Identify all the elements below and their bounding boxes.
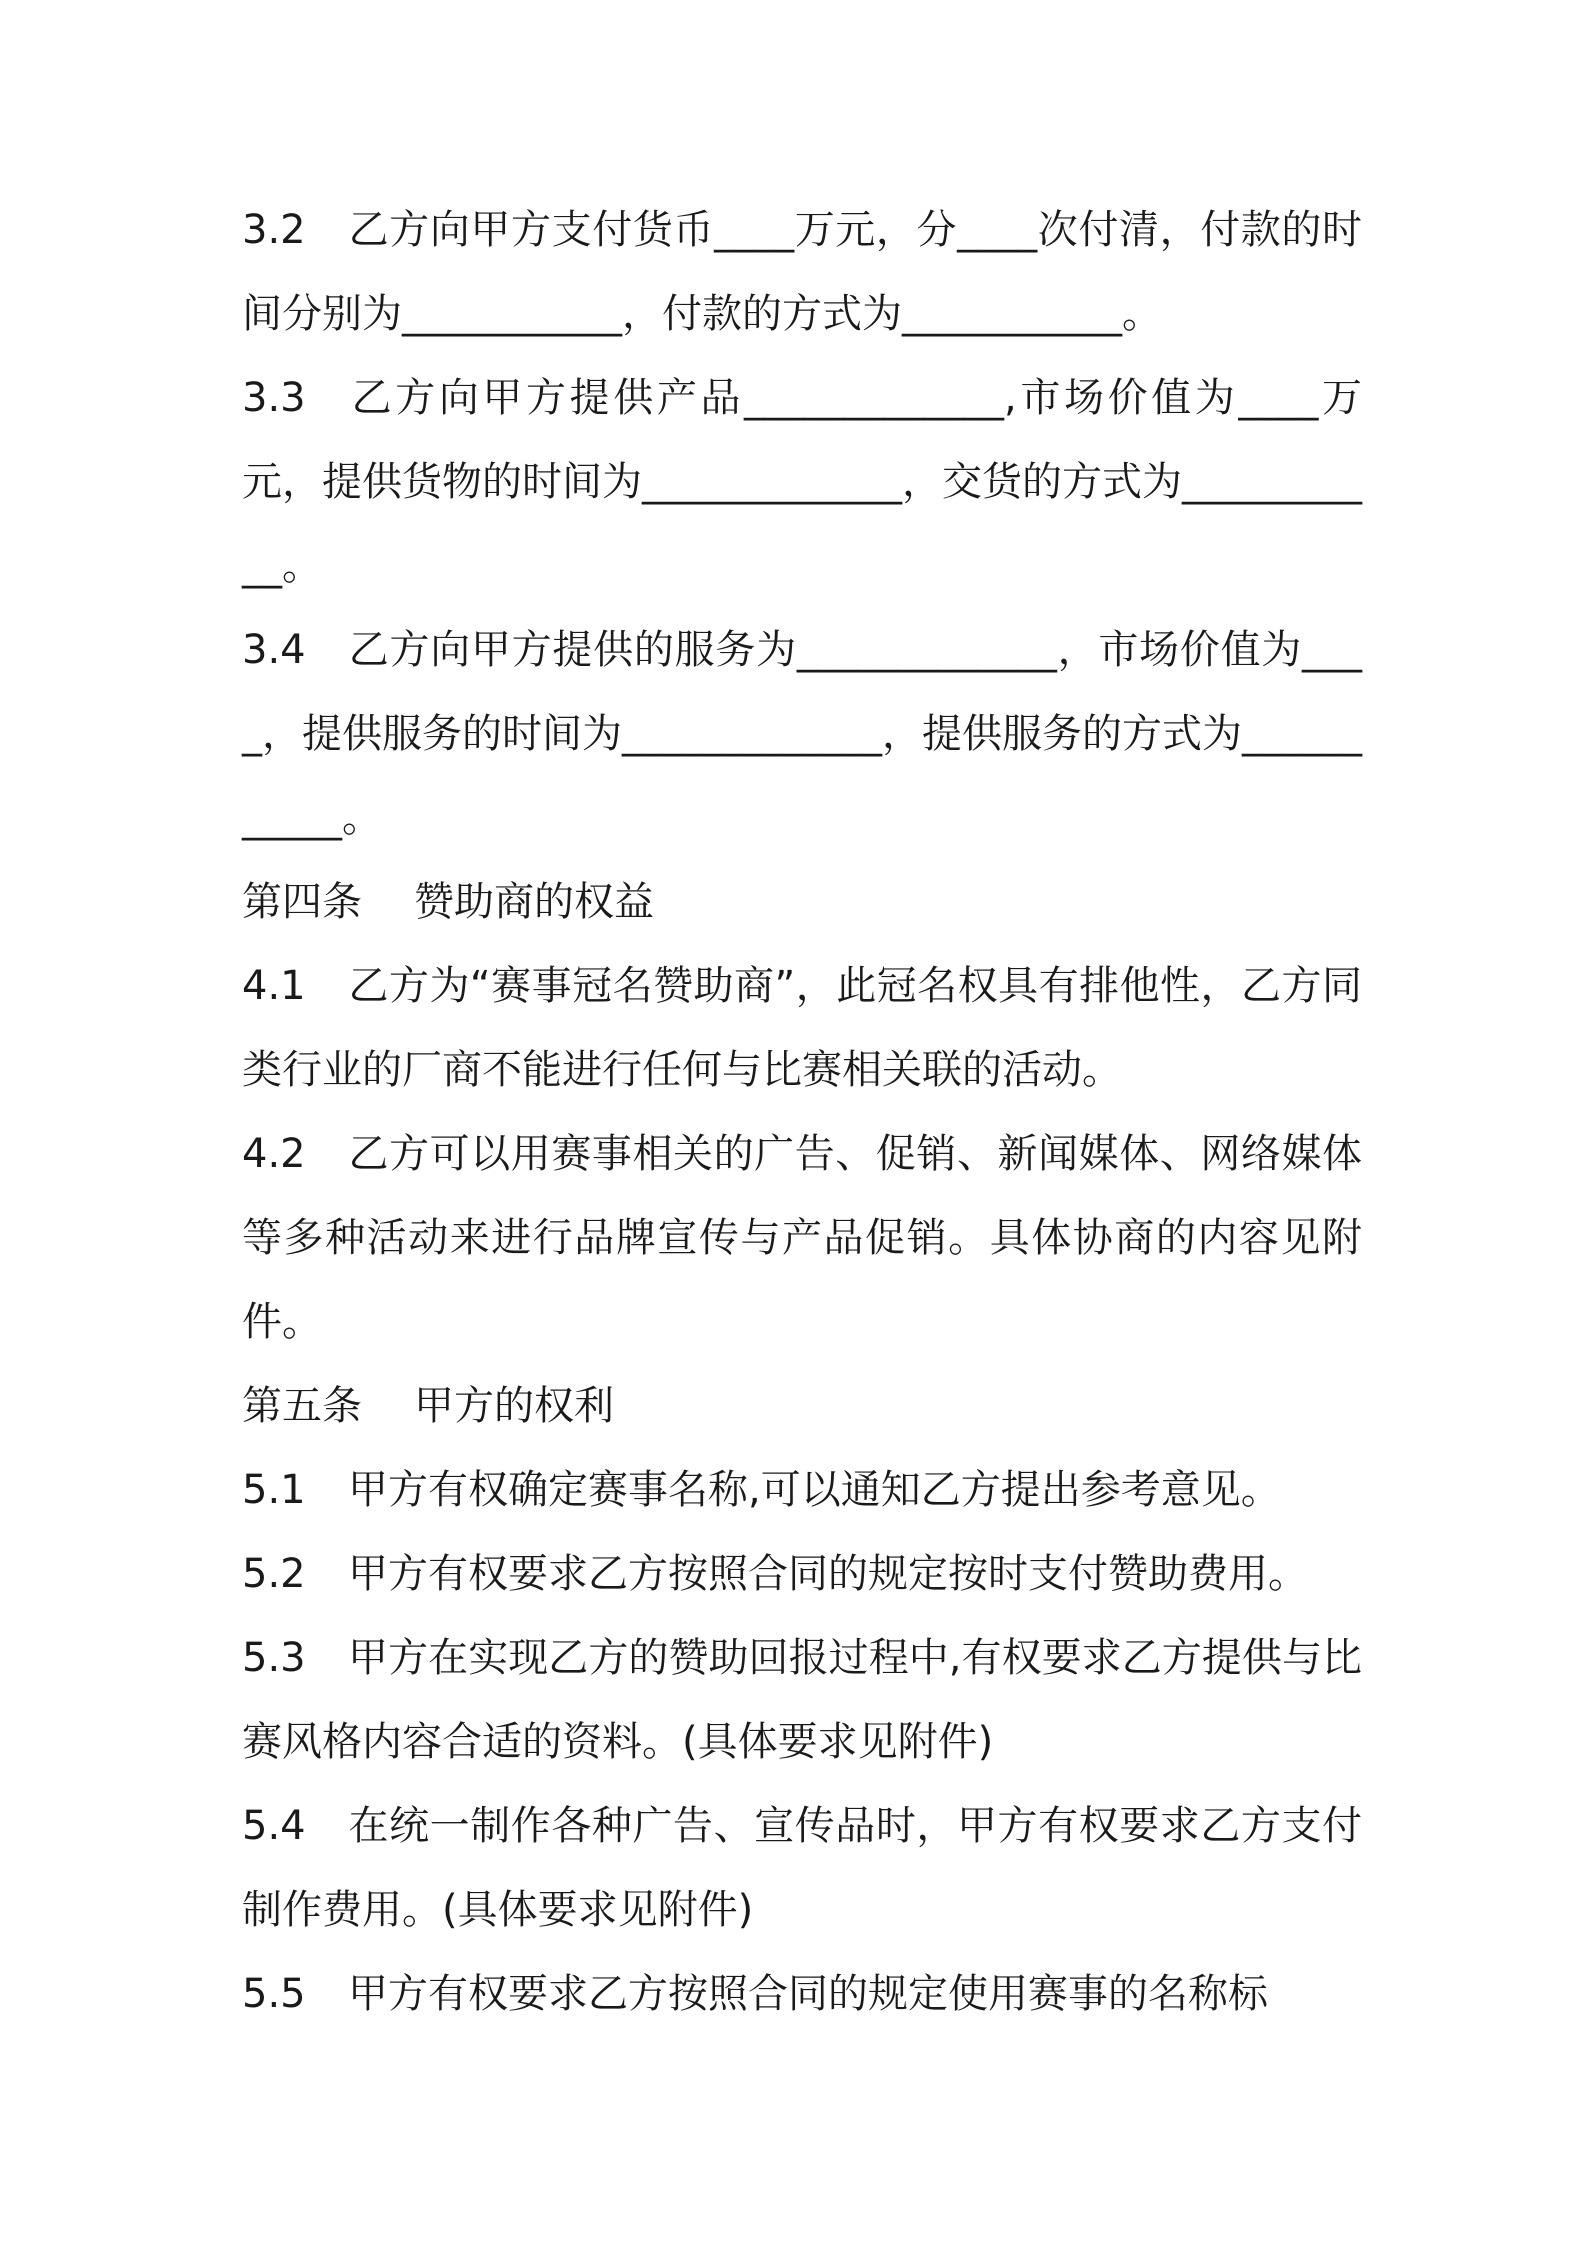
clause-5-2 — [242, 1532, 1362, 1616]
clause-number: 4.1 — [242, 963, 306, 1009]
clause-text: 甲方有权确定赛事名称,可以通知乙方提出参考意见。 — [348, 1467, 1281, 1513]
clause-number: 5.3 — [242, 1635, 306, 1681]
article-5-heading — [242, 1364, 1362, 1448]
clause-number: 5.1 — [242, 1467, 306, 1513]
clause-number: 5.4 — [242, 1803, 306, 1849]
clause-5-4 — [242, 1784, 1362, 1952]
article-number: 第五条 — [242, 1383, 362, 1429]
clause-number: 5.5 — [242, 1971, 306, 2017]
clause-text: 甲方在实现乙方的赞助回报过程中,有权要求乙方提供与比赛风格内容合适的资料。(具体要求见附件) — [242, 1635, 1362, 1765]
clause-5-5 — [242, 1952, 1362, 2036]
article-number: 第四条 — [242, 879, 362, 925]
clause-4-1 — [242, 944, 1362, 1112]
clause-text: 乙方向甲方支付货币____万元，分____次付清，付款的时间分别为___________，付款的方式为___________。 — [242, 207, 1362, 337]
clause-text: 乙方为“赛事冠名赞助商”，此冠名权具有排他性，乙方同类行业的厂商不能进行任何与比赛相关联的活动。 — [242, 963, 1362, 1093]
clause-number: 3.2 — [242, 207, 306, 253]
clause-3-3 — [242, 356, 1362, 608]
clause-number: 3.4 — [242, 627, 306, 673]
article-title: 甲方的权利 — [414, 1383, 614, 1429]
clause-number: 4.2 — [242, 1131, 306, 1177]
clause-text: 乙方可以用赛事相关的广告、促销、新闻媒体、网络媒体等多种活动来进行品牌宣传与产品促销。具体协商的内容见附件。 — [242, 1131, 1362, 1345]
clause-text: 甲方有权要求乙方按照合同的规定使用赛事的名称标 — [348, 1971, 1268, 2017]
clause-text: 甲方有权要求乙方按照合同的规定按时支付赞助费用。 — [348, 1551, 1308, 1597]
clause-4-2 — [242, 1112, 1362, 1364]
clause-3-2 — [242, 188, 1362, 356]
clause-text: 在统一制作各种广告、宣传品时，甲方有权要求乙方支付制作费用。(具体要求见附件) — [242, 1803, 1362, 1933]
clause-3-4 — [242, 608, 1362, 860]
article-4-heading — [242, 860, 1362, 944]
clause-number: 5.2 — [242, 1551, 306, 1597]
clause-text: 乙方向甲方提供的服务为_____________，市场价值为____，提供服务的时间为_____________，提供服务的方式为___________。 — [242, 627, 1362, 841]
clause-number: 3.3 — [242, 375, 306, 421]
clause-text: 乙方向甲方提供产品_____________,市场价值为____万元，提供货物的时间为_____________，交货的方式为___________。 — [242, 375, 1362, 589]
clause-5-1 — [242, 1448, 1362, 1532]
document-body — [242, 188, 1362, 2036]
article-title: 赞助商的权益 — [414, 879, 654, 925]
clause-5-3 — [242, 1616, 1362, 1784]
